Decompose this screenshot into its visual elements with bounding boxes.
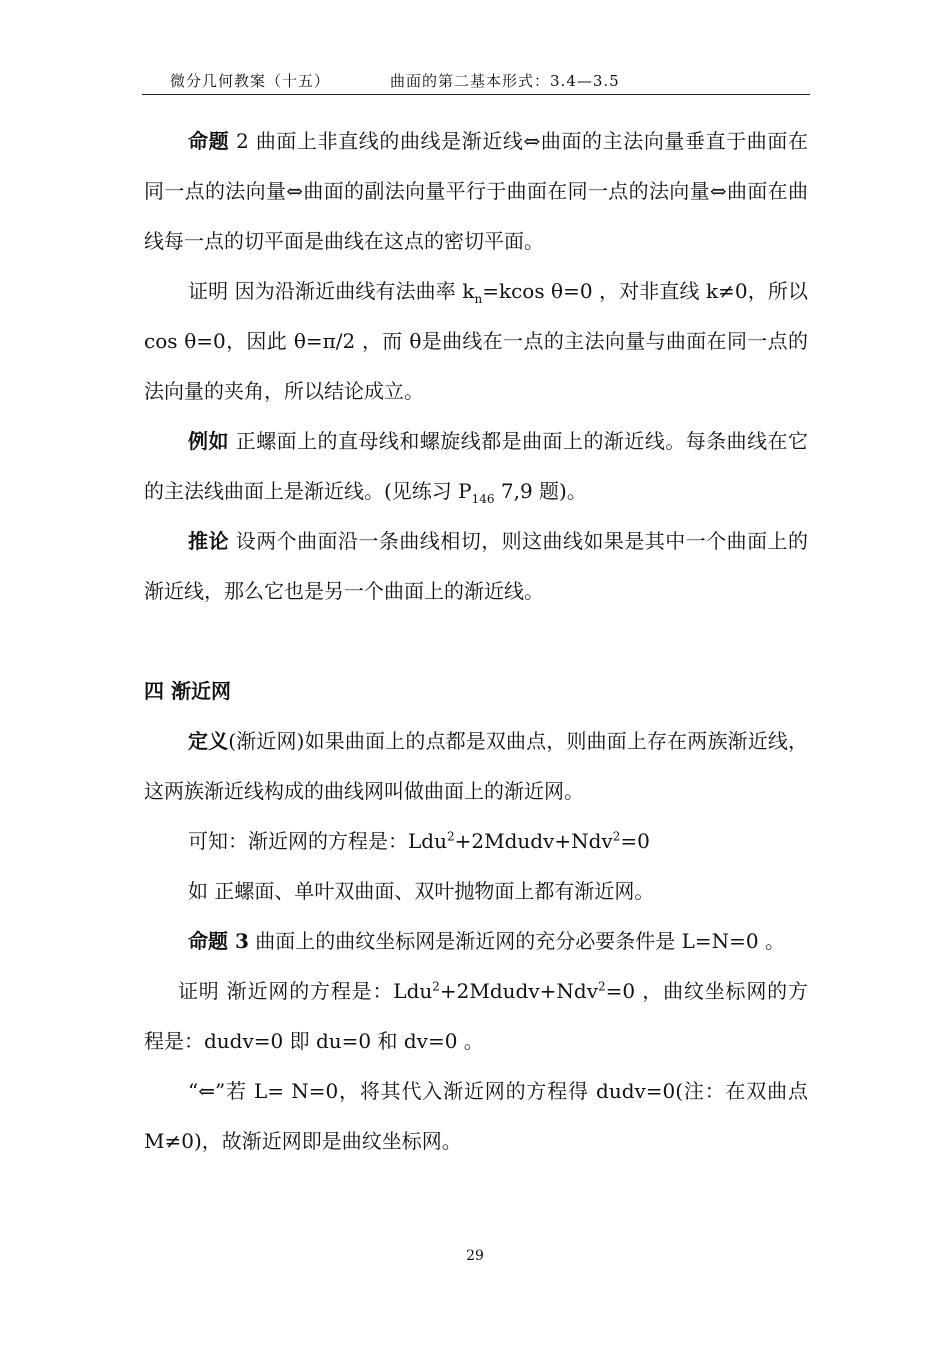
page-number: 29 [466,1248,484,1264]
proof-1 [144,266,808,416]
example-text-b: 7,9 题)。 [494,479,587,503]
corollary-label: 推论 [188,529,229,553]
example-2: 如 正螺面、单叶双曲面、双叶抛物面上都有渐近网。 [188,879,655,903]
example-page-subscript: 146 [471,492,495,506]
equation-text-c: =0 [620,829,650,853]
section-gap [144,616,808,666]
definition-text: (渐近网)如果曲面上的点都是双曲点，则曲面上存在两族渐近线，这两族渐近线构成的曲线网叫做曲面上的渐近网。 [144,729,809,803]
definition-label: 定义 [188,729,229,753]
header-course-title: 微分几何教案（十五） [170,72,331,90]
example-1 [144,416,808,516]
proposition-3 [144,916,808,966]
example-text-a: 正螺面上的直母线和螺旋线都是曲面上的渐近线。每条曲线在它的主法线曲面上是渐近线。(见练习 P [144,429,809,503]
proof-2-text-a: 证明 渐近网的方程是：Ldu [178,979,433,1003]
corollary-text: 设两个曲面沿一条曲线相切，则这曲线如果是其中一个曲面上的渐近线，那么它也是另一个曲面上的渐近线。 [144,529,809,603]
proof-2-text-c: =0 ，曲纹坐标网的方程是：dudv=0 即 du=0 和 dv=0 。 [144,979,808,1053]
proposition-3-label: 命题 3 [188,929,249,953]
asymptotic-net-equation [144,816,808,866]
document-body [144,116,808,1166]
section-heading: 四 渐近网 [144,679,231,703]
equation-sup-2: 2 [612,829,621,844]
equation-text-b: +2Mdudv+Ndv [454,829,613,853]
proof-2-converse: “⇐”若 L= N=0，将其代入渐近网的方程得 dudv=0(注：在双曲点 M≠0)，故渐近网即是曲纹坐标网。 [144,1079,808,1153]
proof-2-sup-1: 2 [432,979,440,994]
page-header [142,64,810,95]
corollary [144,516,808,616]
proposition-2 [144,116,808,266]
proof-2-text-b: +2Mdudv+Ndv [439,979,599,1003]
proof-2 [144,966,808,1066]
header-chapter-title: 曲面的第二基本形式：3.4—3.5 [390,72,620,90]
definition [144,716,808,816]
example-label: 例如 [188,429,229,453]
proof-1-text-a: 证明 因为沿渐近曲线有法曲率 k [188,279,475,303]
proof-1-text-b: =kcos θ=0 ，对非直线 k≠0，所以 cos θ=0，因此 θ=π/2 ，而 θ是曲线在一点的主法向量与曲面在同一点的法向量的夹角，所以结论成立。 [144,279,808,403]
proof-2-sup-2: 2 [598,979,606,994]
proof-1-subscript: n [474,292,483,306]
proposition-2-label: 命题 [188,129,230,153]
equation-sup-1: 2 [446,829,455,844]
proposition-2-text: 2 曲面上非直线的曲线是渐近线⇔曲面的主法向量垂直于曲面在同一点的法向量⇔曲面的副法向量平行于曲面在同一点的法向量⇔曲面在曲线每一点的切平面是曲线在这点的密切平面。 [144,129,808,253]
proposition-3-text: 曲面上的曲纹坐标网是渐近网的充分必要条件是 L=N=0 。 [248,929,785,953]
equation-text-a: 可知：渐近网的方程是：Ldu [188,829,447,853]
